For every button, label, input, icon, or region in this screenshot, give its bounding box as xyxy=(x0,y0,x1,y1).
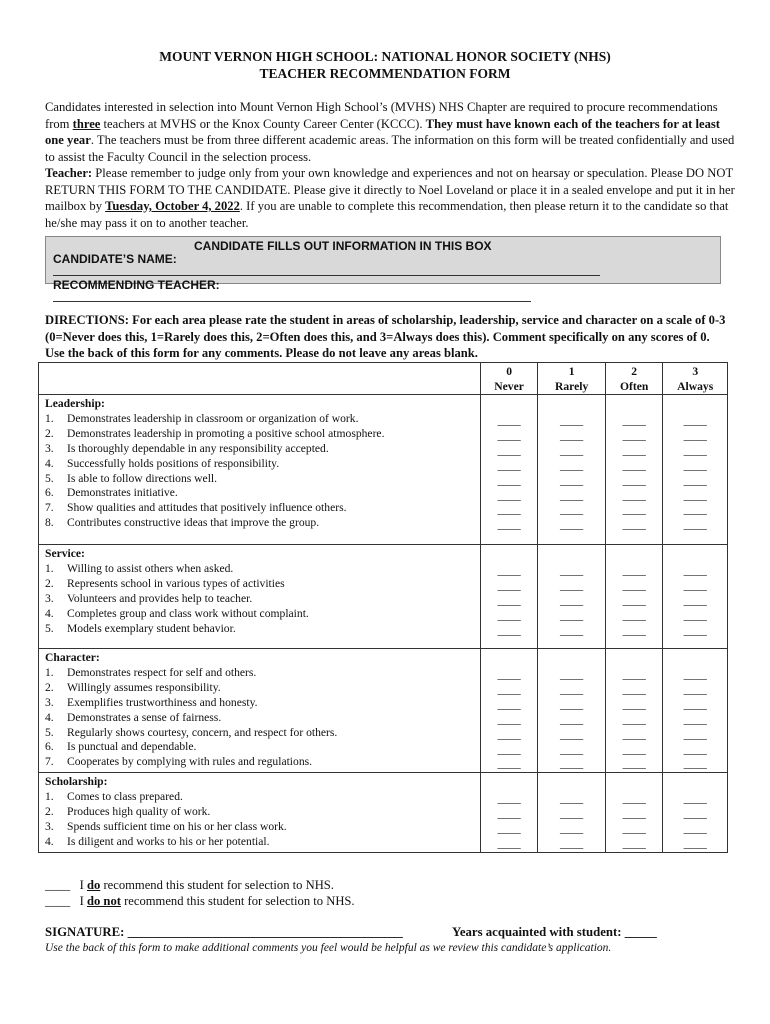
criterion-number: 3. xyxy=(45,441,54,455)
criterion-number: 1. xyxy=(45,665,54,679)
criterion-text: Is thoroughly dependable in any responsibility accepted. xyxy=(67,441,329,455)
criterion-item xyxy=(45,755,476,770)
rating-blank[interactable]: ____ xyxy=(622,807,646,821)
criterion-item xyxy=(45,681,476,696)
rating-blank[interactable]: ____ xyxy=(683,564,707,577)
rating-column-rarely xyxy=(538,649,606,773)
rating-column-rarely xyxy=(538,545,606,649)
rating-blank[interactable]: ____ xyxy=(497,414,521,427)
criterion-text: Demonstrates respect for self and others. xyxy=(67,665,257,679)
criterion-text: Spends sufficient time on his or her class work. xyxy=(67,820,287,834)
rating-column-never xyxy=(480,395,538,545)
directions-text: DIRECTIONS: For each area please rate the student in areas of scholarship, leadership, service and character on a scale of 0-3 (0=Never does this, 1=Rarely does this, 2=Often does this, and 3=Always does this). Comment specifically on any scores of 0. Use the back of this form for any comments. Please do not leave any areas blank. xyxy=(45,313,726,360)
rating-blank[interactable]: ____ xyxy=(497,608,521,622)
rating-blank[interactable]: ____ xyxy=(683,682,707,696)
rating-blank[interactable]: ____ xyxy=(560,608,584,622)
criterion-number: 5. xyxy=(45,725,54,739)
criterion-number: 5. xyxy=(45,471,54,485)
scale-rarely: 1 Rarely xyxy=(538,363,606,395)
section-criteria xyxy=(39,649,481,773)
rating-blank[interactable]: ____ xyxy=(560,518,584,532)
criterion-item xyxy=(45,666,476,681)
rating-blank[interactable]: ____ xyxy=(622,712,646,726)
criterion-text: Show qualities and attitudes that positively influence others. xyxy=(67,501,347,515)
rating-blank[interactable]: ____ xyxy=(560,443,584,457)
rating-blank[interactable]: ____ xyxy=(497,668,521,681)
rating-blank[interactable]: ____ xyxy=(497,682,521,696)
criterion-item xyxy=(45,607,476,622)
rating-blank[interactable]: ____ xyxy=(683,428,707,442)
rating-blank[interactable]: ____ xyxy=(560,473,584,487)
criterion-number: 1. xyxy=(45,411,54,425)
rating-blank[interactable]: ____ xyxy=(560,414,584,427)
criterion-item xyxy=(45,711,476,726)
rating-blank[interactable]: ____ xyxy=(622,682,646,696)
criterion-text: Cooperates by complying with rules and regulations. xyxy=(67,755,313,769)
rating-blank[interactable]: ____ xyxy=(622,473,646,487)
criterion-item xyxy=(45,577,476,592)
criterion-number: 7. xyxy=(45,755,54,769)
rating-blank[interactable]: ____ xyxy=(497,697,521,711)
criterion-item xyxy=(45,696,476,711)
rating-blank[interactable]: ____ xyxy=(560,564,584,577)
rating-column-always xyxy=(663,545,728,649)
criterion-item xyxy=(45,835,476,850)
header-empty-cell xyxy=(39,363,481,395)
rating-blank[interactable]: ____ xyxy=(497,712,521,726)
rating-blank[interactable]: ____ xyxy=(683,807,707,821)
rating-blank[interactable]: ____ xyxy=(497,792,521,806)
rating-blank[interactable]: ____ xyxy=(622,488,646,502)
section-criteria xyxy=(39,773,481,853)
rating-blank[interactable]: ____ xyxy=(622,668,646,681)
criterion-number: 1. xyxy=(45,561,54,575)
rating-blank[interactable]: ____ xyxy=(683,727,707,741)
rating-blank[interactable]: ____ xyxy=(683,837,707,851)
section-title: Scholarship: xyxy=(45,775,108,789)
rating-blank[interactable]: ____ xyxy=(497,578,521,592)
rating-blank[interactable]: ____ xyxy=(683,414,707,427)
criterion-number: 2. xyxy=(45,805,54,819)
criterion-item xyxy=(45,820,476,835)
rating-blank[interactable]: ____ xyxy=(560,697,584,711)
candidate-name-label: CANDIDATE’S NAME: xyxy=(53,252,177,266)
recommending-teacher-field[interactable] xyxy=(53,301,531,302)
criterion-text: Successfully holds positions of responsibility. xyxy=(67,456,280,470)
criterion-item xyxy=(45,442,476,457)
rating-blank[interactable]: ____ xyxy=(497,757,521,771)
criterion-number: 6. xyxy=(45,486,54,500)
rating-blank[interactable]: ____ xyxy=(622,564,646,577)
intro-paragraph: Candidates interested in selection into Mount Vernon High School’s (MVHS) NHS Chapter are required to procure recommendations from three teachers at MVHS or the Knox County Career Center (KCCC). They must have known each of the teachers for at least one year. The teachers must be from three different academic areas. The information on this form will be treated confidentially and used to assist the Faculty Council in the selection process. Teacher: Please remember to judge only from your own knowledge and experiences and not on hearsay or speculation. Please DO NOT RETURN THIS FORM TO THE CANDIDATE. Please give it directly to Noel Loveland or place it in a sealed envelope and put it in her mailbox by Tuesday, October 4, 2022. If you are unable to complete this recommendation, then please return it to the candidate so that he/she may pass it on to another teacher. xyxy=(45,100,735,230)
rating-blank[interactable]: ____ xyxy=(560,428,584,442)
criterion-number: 7. xyxy=(45,501,54,515)
section-title: Service: xyxy=(45,547,85,560)
criterion-text: Produces high quality of work. xyxy=(67,805,211,819)
section-row xyxy=(39,395,728,545)
rating-blank[interactable]: ____ xyxy=(683,488,707,502)
criterion-text: Represents school in various types of activities xyxy=(67,576,285,590)
criterion-item xyxy=(45,472,476,487)
rating-blank[interactable]: ____ xyxy=(622,578,646,592)
rating-blank[interactable]: ____ xyxy=(622,697,646,711)
criterion-number: 4. xyxy=(45,834,54,848)
criterion-text: Is punctual and dependable. xyxy=(67,740,197,754)
rating-blank[interactable]: ____ xyxy=(622,593,646,607)
form-title-line2: TEACHER RECOMMENDATION FORM xyxy=(259,66,511,81)
rating-blank[interactable]: ____ xyxy=(683,623,707,637)
recommending-teacher-label: RECOMMENDING TEACHER: xyxy=(53,278,220,292)
rating-column-often xyxy=(605,545,663,649)
rating-blank[interactable]: ____ xyxy=(622,837,646,851)
rating-blank[interactable]: ____ xyxy=(683,757,707,771)
rating-column-often xyxy=(605,773,663,853)
section-row xyxy=(39,649,728,773)
rating-column-rarely xyxy=(538,773,606,853)
rating-blank[interactable]: ____ xyxy=(622,608,646,622)
rating-blank[interactable]: ____ xyxy=(497,807,521,821)
criterion-item xyxy=(45,427,476,442)
rating-blank[interactable]: ____ xyxy=(497,518,521,532)
criterion-text: Demonstrates leadership in promoting a positive school atmosphere. xyxy=(67,426,385,440)
criterion-item xyxy=(45,622,476,637)
rating-blank[interactable]: ____ xyxy=(622,414,646,427)
criterion-number: 4. xyxy=(45,710,54,724)
rating-blank[interactable]: ____ xyxy=(560,488,584,502)
rating-blank[interactable]: ____ xyxy=(622,727,646,741)
criterion-item xyxy=(45,592,476,607)
rating-blank[interactable]: ____ xyxy=(622,428,646,442)
criterion-text: Demonstrates initiative. xyxy=(67,486,178,500)
rating-blank[interactable]: ____ xyxy=(683,458,707,472)
rating-blank[interactable]: ____ xyxy=(683,503,707,517)
rating-blank[interactable]: ____ xyxy=(622,742,646,756)
rating-blank[interactable]: ____ xyxy=(560,742,584,756)
recommend-no-line[interactable]: ____ I do not recommend this student for selection to NHS. xyxy=(45,894,355,908)
criterion-text: Willing to assist others when asked. xyxy=(67,561,234,575)
rating-column-often xyxy=(605,649,663,773)
rating-blank[interactable]: ____ xyxy=(560,503,584,517)
rating-blank[interactable]: ____ xyxy=(560,792,584,806)
rating-blank[interactable]: ____ xyxy=(622,458,646,472)
candidate-box-heading: CANDIDATE FILLS OUT INFORMATION IN THIS BOX xyxy=(194,239,492,253)
rating-blank[interactable]: ____ xyxy=(560,822,584,836)
criterion-number: 4. xyxy=(45,606,54,620)
rating-blank[interactable]: ____ xyxy=(497,742,521,756)
rating-blank[interactable]: ____ xyxy=(683,697,707,711)
criterion-text: Demonstrates a sense of fairness. xyxy=(67,710,222,724)
criterion-text: Is diligent and works to his or her potential. xyxy=(67,834,270,848)
rating-column-never xyxy=(480,545,538,649)
recommend-yes-line[interactable]: ____ I do recommend this student for selection to NHS. xyxy=(45,878,334,892)
criterion-item xyxy=(45,726,476,741)
rating-blank[interactable]: ____ xyxy=(622,623,646,637)
rating-blank[interactable]: ____ xyxy=(497,443,521,457)
rating-blank[interactable]: ____ xyxy=(560,757,584,771)
rating-blank[interactable]: ____ xyxy=(560,807,584,821)
criterion-text: Contributes constructive ideas that improve the group. xyxy=(67,516,320,530)
rating-blank[interactable]: ____ xyxy=(560,668,584,681)
criterion-text: Is able to follow directions well. xyxy=(67,471,218,485)
rating-blank[interactable]: ____ xyxy=(560,593,584,607)
rating-table xyxy=(38,362,728,853)
rating-blank[interactable]: ____ xyxy=(497,564,521,577)
criterion-text: Models exemplary student behavior. xyxy=(67,621,236,635)
rating-blank[interactable]: ____ xyxy=(497,822,521,836)
criterion-text: Demonstrates leadership in classroom or organization of work. xyxy=(67,411,359,425)
section-title: Leadership: xyxy=(45,397,105,410)
footer-note: Use the back of this form to make additional comments you feel would be helpful as we review this candidate’s application. xyxy=(45,942,612,954)
rating-blank[interactable]: ____ xyxy=(560,727,584,741)
rating-column-always xyxy=(663,773,728,853)
criterion-number: 2. xyxy=(45,576,54,590)
rating-blank[interactable]: ____ xyxy=(560,578,584,592)
criterion-number: 8. xyxy=(45,516,54,530)
criterion-item xyxy=(45,457,476,472)
section-row xyxy=(39,773,728,853)
criterion-number: 2. xyxy=(45,426,54,440)
rating-blank[interactable]: ____ xyxy=(497,488,521,502)
rating-blank[interactable]: ____ xyxy=(683,593,707,607)
rating-blank[interactable]: ____ xyxy=(560,712,584,726)
rating-blank[interactable]: ____ xyxy=(560,623,584,637)
rating-blank[interactable]: ____ xyxy=(683,712,707,726)
years-acquainted[interactable]: Years acquainted with student: _____ xyxy=(452,925,657,939)
scale-never: 0 Never xyxy=(480,363,538,395)
rating-blank[interactable]: ____ xyxy=(497,593,521,607)
criterion-number: 5. xyxy=(45,621,54,635)
rating-column-never xyxy=(480,773,538,853)
criterion-item xyxy=(45,516,476,531)
rating-blank[interactable]: ____ xyxy=(497,727,521,741)
scale-always: 3 Always xyxy=(663,363,728,395)
rating-blank[interactable]: ____ xyxy=(622,757,646,771)
criterion-number: 3. xyxy=(45,820,54,834)
rating-column-always xyxy=(663,649,728,773)
criterion-number: 2. xyxy=(45,680,54,694)
criterion-item xyxy=(45,412,476,427)
rating-blank[interactable]: ____ xyxy=(622,443,646,457)
section-criteria xyxy=(39,545,481,649)
criterion-item xyxy=(45,486,476,501)
criterion-text: Regularly shows courtesy, concern, and respect for others. xyxy=(67,725,338,739)
form-title-line1: MOUNT VERNON HIGH SCHOOL: NATIONAL HONOR SOCIETY (NHS) xyxy=(159,49,611,64)
rating-blank[interactable]: ____ xyxy=(683,742,707,756)
criterion-text: Comes to class prepared. xyxy=(67,790,183,804)
rating-blank[interactable]: ____ xyxy=(683,443,707,457)
rating-blank[interactable]: ____ xyxy=(497,428,521,442)
criterion-number: 3. xyxy=(45,695,54,709)
rating-blank[interactable]: ____ xyxy=(497,458,521,472)
criterion-item xyxy=(45,740,476,755)
rating-blank[interactable]: ____ xyxy=(497,473,521,487)
rating-blank[interactable]: ____ xyxy=(560,682,584,696)
criterion-item xyxy=(45,562,476,577)
criterion-text: Willingly assumes responsibility. xyxy=(67,680,221,694)
section-criteria xyxy=(39,395,481,545)
criterion-number: 4. xyxy=(45,456,54,470)
rating-blank[interactable]: ____ xyxy=(683,792,707,806)
rating-column-always xyxy=(663,395,728,545)
criterion-item xyxy=(45,805,476,820)
rating-blank[interactable]: ____ xyxy=(560,458,584,472)
rating-blank[interactable]: ____ xyxy=(497,837,521,851)
section-row xyxy=(39,545,728,649)
rating-column-often xyxy=(605,395,663,545)
rating-blank[interactable]: ____ xyxy=(683,473,707,487)
scale-often: 2 Often xyxy=(605,363,663,395)
rating-blank[interactable]: ____ xyxy=(560,837,584,851)
rating-blank[interactable]: ____ xyxy=(683,578,707,592)
rating-blank[interactable]: ____ xyxy=(683,518,707,532)
section-title: Character: xyxy=(45,651,100,664)
criterion-number: 1. xyxy=(45,790,54,804)
rating-blank[interactable]: ____ xyxy=(622,792,646,806)
candidate-name-field[interactable] xyxy=(53,275,600,276)
rating-blank[interactable]: ____ xyxy=(622,822,646,836)
criterion-text: Volunteers and provides help to teacher. xyxy=(67,591,253,605)
rating-blank[interactable]: ____ xyxy=(622,518,646,532)
rating-blank[interactable]: ____ xyxy=(683,608,707,622)
rating-column-never xyxy=(480,649,538,773)
signature-line[interactable]: SIGNATURE: ___________________________________________ xyxy=(45,925,403,939)
criterion-text: Completes group and class work without complaint. xyxy=(67,606,309,620)
criterion-number: 3. xyxy=(45,591,54,605)
rating-blank[interactable]: ____ xyxy=(497,623,521,637)
criterion-item xyxy=(45,501,476,516)
rating-column-rarely xyxy=(538,395,606,545)
criterion-item xyxy=(45,790,476,805)
criterion-text: Exemplifies trustworthiness and honesty. xyxy=(67,695,258,709)
rating-blank[interactable]: ____ xyxy=(683,668,707,681)
criterion-number: 6. xyxy=(45,740,54,754)
rating-blank[interactable]: ____ xyxy=(622,503,646,517)
rating-blank[interactable]: ____ xyxy=(683,822,707,836)
rating-blank[interactable]: ____ xyxy=(497,503,521,517)
